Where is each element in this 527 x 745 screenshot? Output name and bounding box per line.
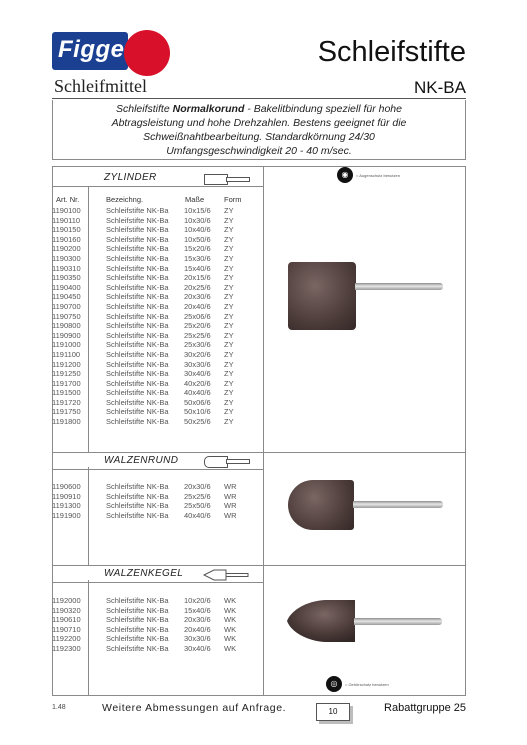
art-nr-cell: 1191720 <box>52 397 81 407</box>
table-row <box>52 379 264 389</box>
col-size: Maße <box>185 195 205 204</box>
name-cell: Schleifstifte NK-Ba <box>106 388 169 398</box>
art-nr-cell: 1190350 <box>52 273 81 283</box>
table-row <box>52 292 264 302</box>
size-cell: 20x25/6 <box>184 282 211 292</box>
size-cell: 20x30/6 <box>184 482 211 491</box>
table-row <box>52 206 264 216</box>
name-cell: Schleifstifte NK-Ba <box>106 206 169 215</box>
ear-protection-icon: ◎ <box>326 676 342 692</box>
intro-box <box>52 100 466 160</box>
size-cell: 10x15/6 <box>184 206 211 215</box>
art-nr-cell: 1191300 <box>52 501 81 511</box>
form-cell: ZY <box>224 215 234 225</box>
form-cell: WK <box>224 624 237 634</box>
name-cell: Schleifstifte NK-Ba <box>106 349 169 359</box>
discount-group: Rabattgruppe 25 <box>384 702 466 714</box>
size-cell: 25x30/6 <box>184 340 211 350</box>
table-row <box>52 482 264 492</box>
size-cell: 10x50/6 <box>184 234 211 244</box>
table-row <box>52 302 264 312</box>
cone-stone-image <box>285 598 357 644</box>
art-nr-cell: 1190610 <box>52 615 81 625</box>
size-cell: 20x30/6 <box>184 292 211 302</box>
art-nr-cell: 1191900 <box>52 510 81 520</box>
table-row <box>52 388 264 398</box>
form-cell: ZY <box>224 340 234 350</box>
form-cell: ZY <box>224 253 234 263</box>
name-cell: Schleifstifte NK-Ba <box>106 482 169 491</box>
intro-line-2: Abtragsleistung und hohe Drehzahlen. Bestens geeignet für die <box>111 117 407 129</box>
table-row <box>52 407 264 417</box>
size-cell: 15x40/6 <box>184 605 211 615</box>
eye-protection-note: = Augenschutz benutzen <box>356 173 400 178</box>
art-nr-cell: 1191500 <box>52 388 81 398</box>
size-cell: 20x30/6 <box>184 615 211 625</box>
art-nr-cell: 1192200 <box>52 634 81 644</box>
form-cell: ZY <box>224 349 234 359</box>
art-nr-cell: 1190310 <box>52 263 81 273</box>
form-cell: ZY <box>224 311 234 321</box>
size-cell: 15x30/6 <box>184 253 211 263</box>
form-cell: ZY <box>224 273 234 283</box>
name-cell: Schleifstifte NK-Ba <box>106 253 169 263</box>
section-header-walzenrund <box>52 455 264 470</box>
name-cell: Schleifstifte NK-Ba <box>106 397 169 407</box>
product-code: NK-BA <box>414 78 466 97</box>
section-title: ZYLINDER <box>104 172 157 183</box>
shaft-shape-icon <box>226 459 250 464</box>
intro-line-4: Umfangsgeschwindigkeit 20 - 40 m/sec. <box>166 145 352 157</box>
form-cell: ZY <box>224 397 234 407</box>
art-nr-cell: 1191750 <box>52 407 81 417</box>
size-cell: 30x40/6 <box>184 369 211 379</box>
section-title: WALZENKEGEL <box>104 568 184 579</box>
table-row <box>52 244 264 254</box>
col-name: Bezeichng. <box>106 195 144 204</box>
form-cell: ZY <box>224 378 234 388</box>
art-nr-cell: 1191250 <box>52 369 81 379</box>
size-cell: 50x10/6 <box>184 407 211 417</box>
art-nr-cell: 1192000 <box>52 596 81 605</box>
header-divider <box>52 98 466 99</box>
size-cell: 30x40/6 <box>184 643 211 653</box>
form-cell: ZY <box>224 282 234 292</box>
form-cell: WK <box>224 605 237 615</box>
size-cell: 15x20/6 <box>184 244 211 254</box>
size-cell: 50x06/6 <box>184 397 211 407</box>
size-cell: 15x40/6 <box>184 263 211 273</box>
table-row <box>52 615 264 625</box>
form-cell: ZY <box>224 407 234 417</box>
art-nr-cell: 1190700 <box>52 301 81 311</box>
table-row <box>52 606 264 616</box>
form-cell: WR <box>224 491 237 501</box>
form-cell: ZY <box>224 292 234 302</box>
table-row <box>52 264 264 274</box>
art-nr-cell: 1190400 <box>52 282 81 292</box>
art-nr-cell: 1190900 <box>52 330 81 340</box>
size-cell: 25x20/6 <box>184 321 211 331</box>
section-header-walzenkegel <box>52 568 264 583</box>
table-row <box>52 273 264 283</box>
footer-note: Weitere Abmessungen auf Anfrage. <box>102 702 287 714</box>
form-cell: WK <box>224 634 237 644</box>
size-cell: 25x25/6 <box>184 491 211 501</box>
name-cell: Schleifstifte NK-Ba <box>106 301 169 311</box>
form-cell: WR <box>224 501 237 511</box>
size-cell: 25x25/6 <box>184 330 211 340</box>
name-cell: Schleifstifte NK-Ba <box>106 321 169 331</box>
form-cell: ZY <box>224 330 234 340</box>
size-cell: 40x40/6 <box>184 388 211 398</box>
size-cell: 50x25/6 <box>184 417 211 427</box>
intro-line-3: Schweißnahtbearbeitung. Standardkörnung 24/30 <box>143 131 375 143</box>
logo-circle <box>124 30 170 76</box>
table-row <box>52 369 264 379</box>
form-cell: ZY <box>224 388 234 398</box>
cylinder-stone-image <box>288 262 356 330</box>
name-cell: Schleifstifte NK-Ba <box>106 491 169 501</box>
table-row <box>52 596 264 606</box>
name-cell: Schleifstifte NK-Ba <box>106 215 169 225</box>
form-cell: WK <box>224 643 237 653</box>
form-cell: ZY <box>224 225 234 235</box>
art-nr-cell: 1191200 <box>52 359 81 369</box>
art-nr-cell: 1190710 <box>52 624 81 634</box>
form-cell: ZY <box>224 417 234 427</box>
art-nr-cell: 1190160 <box>52 234 81 244</box>
round-shaft-image <box>353 501 443 508</box>
form-cell: ZY <box>224 359 234 369</box>
table-row <box>52 360 264 370</box>
name-cell: Schleifstifte NK-Ba <box>106 501 169 511</box>
name-cell: Schleifstifte NK-Ba <box>106 624 169 634</box>
table-row <box>52 331 264 341</box>
table-rows-walzenkegel <box>52 596 264 654</box>
shaft-shape-icon <box>226 177 250 182</box>
table-row <box>52 216 264 226</box>
table-row <box>52 321 264 331</box>
name-cell: Schleifstifte NK-Ba <box>106 596 169 605</box>
pack-quantity-box: 10 <box>316 703 350 721</box>
art-nr-cell: 1190910 <box>52 491 81 501</box>
size-cell: 40x40/6 <box>184 510 211 520</box>
page-code: 1.48 <box>52 704 66 711</box>
size-cell: 30x30/6 <box>184 634 211 644</box>
table-row <box>52 501 264 511</box>
section-divider-2 <box>52 565 466 566</box>
art-nr-cell: 1190300 <box>52 253 81 263</box>
table-rows-walzenrund <box>52 482 264 520</box>
form-cell: WR <box>224 482 237 491</box>
section-divider-1 <box>52 452 466 453</box>
table-row <box>52 398 264 408</box>
table-row <box>52 283 264 293</box>
col-art-nr: Art. Nr. <box>56 195 80 204</box>
name-cell: Schleifstifte NK-Ba <box>106 615 169 625</box>
table-row <box>52 625 264 635</box>
size-cell: 20x40/6 <box>184 301 211 311</box>
cylinder-shape-icon <box>204 174 228 185</box>
name-cell: Schleifstifte NK-Ba <box>106 244 169 254</box>
art-nr-cell: 1190750 <box>52 311 81 321</box>
form-cell: ZY <box>224 244 234 254</box>
art-nr-cell: 1190320 <box>52 605 81 615</box>
name-cell: Schleifstifte NK-Ba <box>106 369 169 379</box>
ear-protection-note: = Gehörschutz benutzen <box>345 682 389 687</box>
art-nr-cell: 1190450 <box>52 292 81 302</box>
size-cell: 20x40/6 <box>184 624 211 634</box>
name-cell: Schleifstifte NK-Ba <box>106 273 169 283</box>
size-cell: 10x40/6 <box>184 225 211 235</box>
name-cell: Schleifstifte NK-Ba <box>106 417 169 427</box>
logo-subtitle: Schleifmittel <box>54 76 147 96</box>
form-cell: WR <box>224 510 237 520</box>
size-cell: 10x30/6 <box>184 215 211 225</box>
name-cell: Schleifstifte NK-Ba <box>106 292 169 302</box>
col-form: Form <box>224 195 242 204</box>
name-cell: Schleifstifte NK-Ba <box>106 634 169 644</box>
art-nr-cell: 1191100 <box>52 349 81 359</box>
form-cell: ZY <box>224 263 234 273</box>
round-shape-icon <box>204 456 228 468</box>
art-nr-cell: 1191700 <box>52 378 81 388</box>
intro-bold: Normalkorund <box>172 103 245 115</box>
size-cell: 20x15/6 <box>184 273 211 283</box>
cone-shaft-image <box>354 618 442 625</box>
form-cell: WK <box>224 615 237 625</box>
table-row <box>52 492 264 502</box>
art-nr-cell: 1191000 <box>52 340 81 350</box>
form-cell: ZY <box>224 234 234 244</box>
size-cell: 10x20/6 <box>184 596 211 605</box>
form-cell: ZY <box>224 301 234 311</box>
eye-protection-icon: ◉ <box>337 167 353 183</box>
name-cell: Schleifstifte NK-Ba <box>106 225 169 235</box>
table-row <box>52 254 264 264</box>
form-cell: ZY <box>224 321 234 331</box>
name-cell: Schleifstifte NK-Ba <box>106 643 169 653</box>
name-cell: Schleifstifte NK-Ba <box>106 407 169 417</box>
size-cell: 25x06/6 <box>184 311 211 321</box>
table-row <box>52 225 264 235</box>
name-cell: Schleifstifte NK-Ba <box>106 311 169 321</box>
form-cell: ZY <box>224 369 234 379</box>
size-cell: 30x30/6 <box>184 359 211 369</box>
name-cell: Schleifstifte NK-Ba <box>106 605 169 615</box>
name-cell: Schleifstifte NK-Ba <box>106 510 169 520</box>
table-row <box>52 235 264 245</box>
name-cell: Schleifstifte NK-Ba <box>106 282 169 292</box>
art-nr-cell: 1190150 <box>52 225 81 235</box>
art-nr-cell: 1190800 <box>52 321 81 331</box>
art-nr-cell: 1190600 <box>52 482 81 491</box>
form-cell: WK <box>224 596 237 605</box>
cone-shape-icon <box>202 569 252 581</box>
logo-text: Figge <box>58 36 125 63</box>
table-row <box>52 417 264 427</box>
art-nr-cell: 1192300 <box>52 643 81 653</box>
size-cell: 30x20/6 <box>184 349 211 359</box>
name-cell: Schleifstifte NK-Ba <box>106 378 169 388</box>
table-row <box>52 644 264 654</box>
section-title: WALZENRUND <box>104 455 179 466</box>
art-nr-cell: 1190200 <box>52 244 81 254</box>
table-rows-zylinder <box>52 206 264 427</box>
form-cell: ZY <box>224 206 234 215</box>
name-cell: Schleifstifte NK-Ba <box>106 359 169 369</box>
table-row <box>52 312 264 322</box>
name-cell: Schleifstifte NK-Ba <box>106 340 169 350</box>
round-stone-image <box>288 480 354 530</box>
table-row <box>52 511 264 521</box>
size-cell: 25x50/6 <box>184 501 211 511</box>
table-row <box>52 340 264 350</box>
section-header-zylinder <box>52 172 264 187</box>
name-cell: Schleifstifte NK-Ba <box>106 330 169 340</box>
art-nr-cell: 1190100 <box>52 206 81 215</box>
art-nr-cell: 1190110 <box>52 215 81 225</box>
cylinder-shaft-image <box>355 283 443 290</box>
size-cell: 40x20/6 <box>184 378 211 388</box>
name-cell: Schleifstifte NK-Ba <box>106 263 169 273</box>
table-row <box>52 634 264 644</box>
page-title: Schleifstifte <box>317 36 466 68</box>
art-nr-cell: 1191800 <box>52 417 81 427</box>
name-cell: Schleifstifte NK-Ba <box>106 234 169 244</box>
table-row <box>52 350 264 360</box>
intro-line-1: Schleifstifte Normalkorund - Bakelitbindung speziell für hohe <box>116 103 402 115</box>
